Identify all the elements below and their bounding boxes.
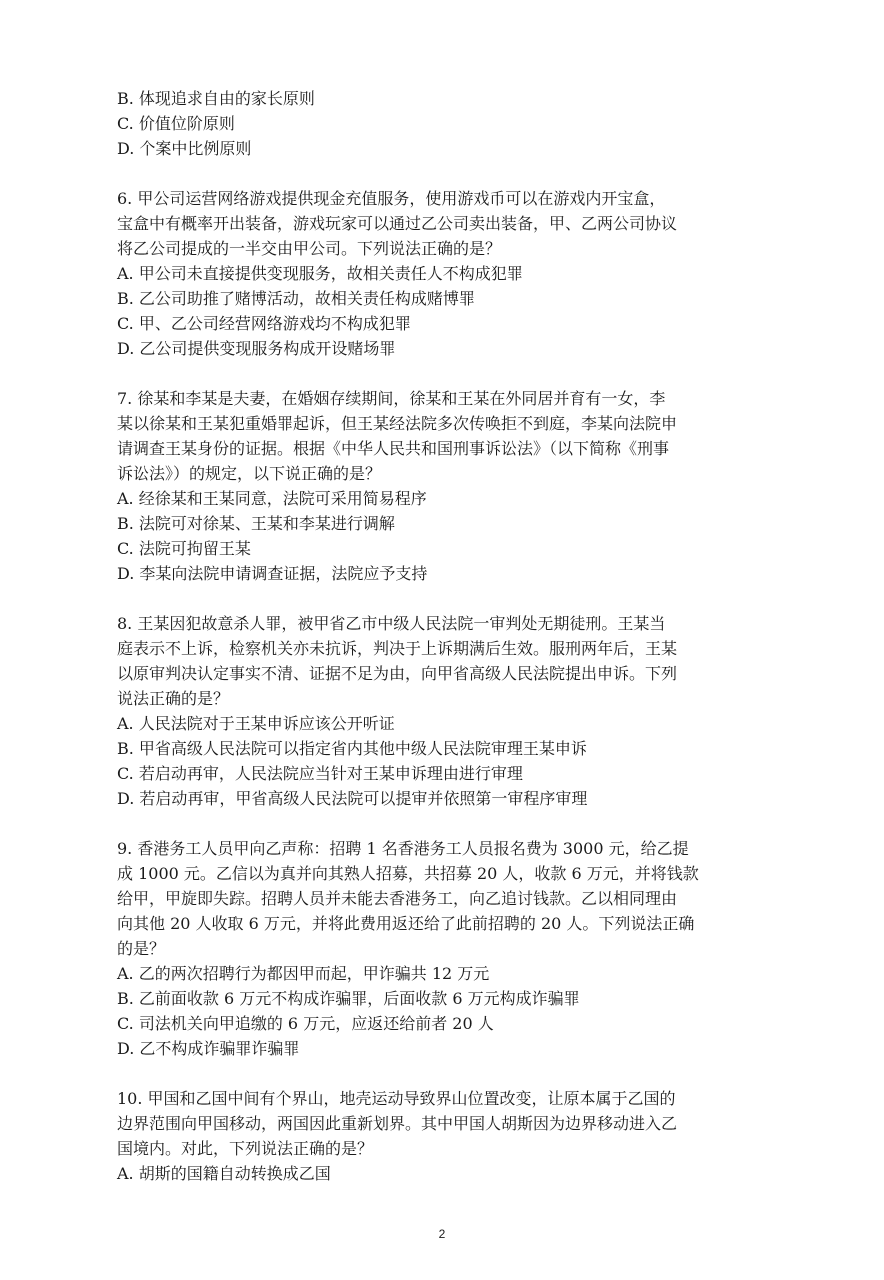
question-8-option-c: C. 若启动再审，人民法院应当针对王某申诉理由进行审理 xyxy=(117,764,523,783)
question-8-option-d: D. 若启动再审，甲省高级人民法院可以提审并依照第一审程序审理 xyxy=(117,789,588,808)
question-9-text: 的是？ xyxy=(117,939,166,958)
question-8-text: 说法正确的是？ xyxy=(117,689,230,708)
question-10-text: 边界范围向甲国移动，两国因此重新划界。其中甲国人胡斯因为边界移动进入乙 xyxy=(117,1114,678,1133)
question-10-text: 国境内。对此，下列说法正确的是？ xyxy=(117,1139,374,1158)
question-6-option-a: A. 甲公司未直接提供变现服务，故相关责任人不构成犯罪 xyxy=(117,264,523,283)
question-9-text: 成 1000 元。乙信以为真并向其熟人招募，共招募 20 人，收款 6 万元，并将钱款 xyxy=(117,864,699,883)
question-7-text: 诉讼法》）的规定，以下说正确的是？ xyxy=(117,464,382,483)
question-8-text: 8. 王某因犯故意杀人罪，被甲省乙市中级人民法院一审判处无期徒刑。王某当 xyxy=(117,614,666,633)
question-7-text: 某以徐某和王某犯重婚罪起诉，但王某经法院多次传唤拒不到庭，李某向法院申 xyxy=(117,414,678,433)
question-9-option-c: C. 司法机关向甲追缴的 6 万元，应返还给前者 20 人 xyxy=(117,1014,494,1033)
question-6-text: 宝盒中有概率开出装备，游戏玩家可以通过乙公司卖出装备，甲、乙两公司协议 xyxy=(117,214,678,233)
question-7-text: 请调查王某身份的证据。根据《中华人民共和国刑事诉讼法》（以下简称《刑事 xyxy=(117,439,670,458)
option-line: C. 价值位阶原则 xyxy=(117,114,235,133)
question-10-text: 10. 甲国和乙国中间有个界山，地壳运动导致界山位置改变，让原本属于乙国的 xyxy=(117,1089,676,1108)
question-6-option-b: B. 乙公司助推了赌博活动，故相关责任构成赌博罪 xyxy=(117,289,475,308)
question-6-text: 将乙公司提成的一半交由甲公司。下列说法正确的是？ xyxy=(117,239,502,258)
question-7-option-b: B. 法院可对徐某、王某和李某进行调解 xyxy=(117,514,395,533)
question-9-option-a: A. 乙的两次招聘行为都因甲而起，甲诈骗共 12 万元 xyxy=(117,964,490,983)
option-line: B. 体现追求自由的家长原则 xyxy=(117,89,315,108)
question-10-option-a: A. 胡斯的国籍自动转换成乙国 xyxy=(117,1164,331,1183)
question-6-option-d: D. 乙公司提供变现服务构成开设赌场罪 xyxy=(117,339,396,358)
option-line: D. 个案中比例原则 xyxy=(117,139,252,158)
question-9-text: 给甲，甲旋即失踪。招聘人员并未能去香港务工，向乙追讨钱款。乙以相同理由 xyxy=(117,889,678,908)
question-7-option-d: D. 李某向法院申请调查证据，法院应予支持 xyxy=(117,564,428,583)
question-6-option-c: C. 甲、乙公司经营网络游戏均不构成犯罪 xyxy=(117,314,411,333)
question-7-text: 7. 徐某和李某是夫妻，在婚姻存续期间，徐某和王某在外同居并育有一女，李 xyxy=(117,389,666,408)
question-9-text: 向其他 20 人收取 6 万元，并将此费用返还给了此前招聘的 20 人。下列说法正确 xyxy=(117,914,695,933)
question-9-option-d: D. 乙不构成诈骗罪诈骗罪 xyxy=(117,1039,300,1058)
question-8-text: 庭表示不上诉，检察机关亦未抗诉，判决于上诉期满后生效。服刑两年后，王某 xyxy=(117,639,678,658)
question-9-text: 9. 香港务工人员甲向乙声称：招聘 1 名香港务工人员报名费为 3000 元，给乙提 xyxy=(117,839,689,858)
question-8-option-a: A. 人民法院对于王某申诉应该公开听证 xyxy=(117,714,395,733)
question-6-text: 6. 甲公司运营网络游戏提供现金充值服务，使用游戏币可以在游戏内开宝盒， xyxy=(117,189,666,208)
question-7-option-c: C. 法院可拘留王某 xyxy=(117,539,251,558)
question-9-option-b: B. 乙前面收款 6 万元不构成诈骗罪，后面收款 6 万元构成诈骗罪 xyxy=(117,989,580,1008)
question-8-text: 以原审判决认定事实不清、证据不足为由，向甲省高级人民法院提出申诉。下列 xyxy=(117,664,678,683)
question-8-option-b: B. 甲省高级人民法院可以指定省内其他中级人民法院审理王某申诉 xyxy=(117,739,587,758)
page-number: 2 xyxy=(438,1227,446,1241)
question-7-option-a: A. 经徐某和王某同意，法院可采用简易程序 xyxy=(117,489,427,508)
